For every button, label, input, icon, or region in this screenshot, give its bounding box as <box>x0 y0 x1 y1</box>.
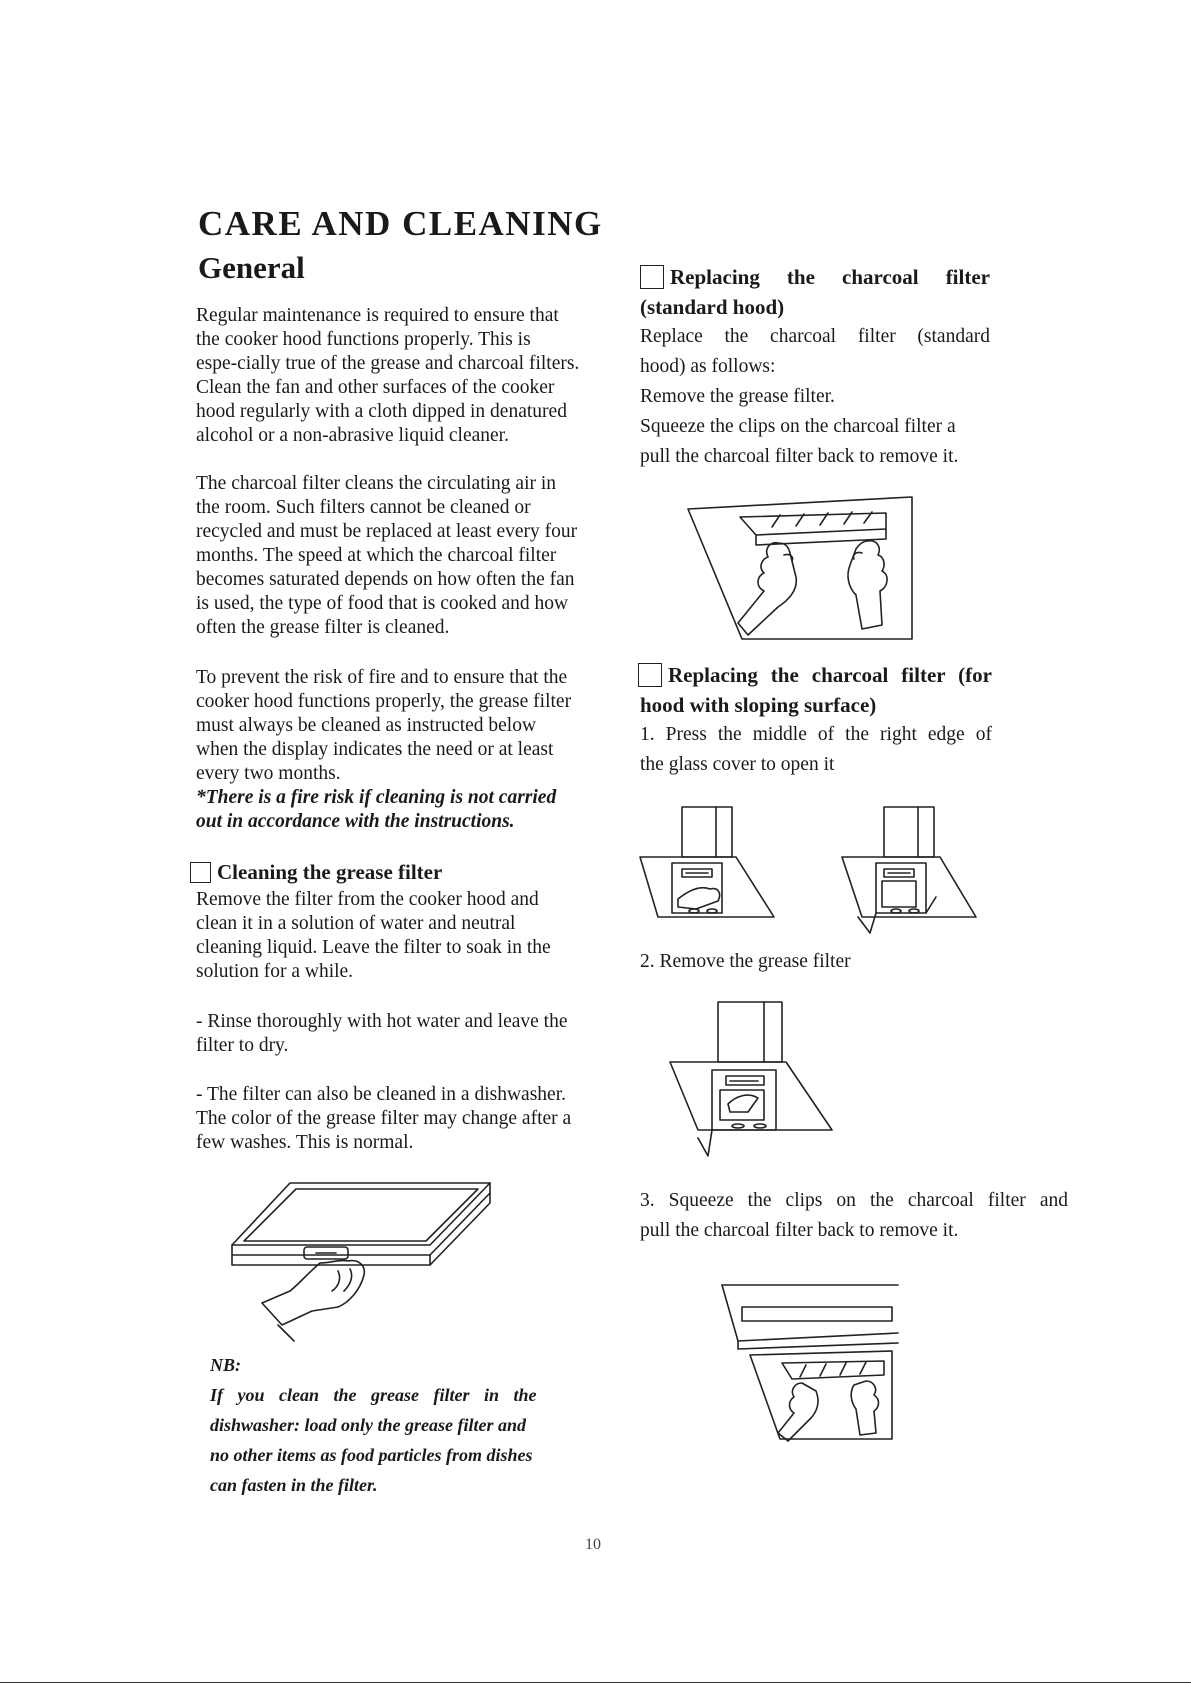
fire-warning: *There is a fire risk if cleaning is not carried <box>196 787 557 808</box>
page-number: 10 <box>585 1536 601 1553</box>
general-paragraph-1: Regular maintenance is required to ensure that the cooker hood functions properly. This is espe-cially true of the grease and charcoal filters. Clean the fan and other surfaces of the cooker hood regularly with a cloth dipped in denatured alcohol or a non-abrasive liquid cleaner. <box>196 305 580 446</box>
sloping-step-3: 3. Squeeze the clips on the charcoal filter and pull the charcoal filter back to remove it. <box>640 1190 1068 1241</box>
checkbox-icon <box>190 862 211 883</box>
grease-filter-paragraph-3: - The filter can also be cleaned in a dishwasher. The color of the grease filter may change after a few washes. This is normal. <box>196 1084 572 1153</box>
charcoal-sloping-heading: Replacing the charcoal filter (for <box>640 660 992 690</box>
grease-filter-paragraph-1: Remove the filter from the cooker hood and clean it in a solution of water and neutral cleaning liquid. Leave the filter to soak in the solution for a while. <box>196 889 551 982</box>
nb-label: NB: <box>210 1355 241 1375</box>
charcoal-filter-sloping-illustration <box>720 1283 910 1443</box>
checkbox-icon <box>638 663 662 687</box>
grease-filter-paragraph-2: - Rinse thoroughly with hot water and leave the filter to dry. <box>196 1011 568 1056</box>
section-title-general: General <box>198 250 305 285</box>
sloping-hood-remove-filter-illustration <box>668 1000 838 1160</box>
charcoal-filter-standard-illustration <box>686 495 916 645</box>
sloping-hood-open-illustration <box>840 805 980 935</box>
charcoal-sloping-section: Replacing the charcoal filter (for hood with sloping surface) 1. Press the middle of the right edge of the glass cover to open it <box>640 660 992 780</box>
charcoal-standard-heading: Replacing the charcoal filter <box>640 262 990 292</box>
grease-filter-heading: Cleaning the grease filter <box>190 858 442 886</box>
nb-note: NB: If you clean the grease filter in the dishwasher: load only the grease filter and no other items as food particles from dishes can fasten in the filter. <box>210 1350 570 1500</box>
checkbox-icon <box>640 265 664 289</box>
grease-filter-illustration <box>220 1175 500 1335</box>
general-paragraph-2: The charcoal filter cleans the circulating air in the room. Such filters cannot be cleaned or recycled and must be replaced at least every four months. The speed at which the charcoal filter becomes saturated depends on how often the fan is used, the type of food that is cooked and how often the grease filter is cleaned. <box>196 473 578 638</box>
sloping-hood-press-illustration <box>638 805 778 925</box>
sloping-step-2: 2. Remove the grease filter <box>640 951 851 972</box>
charcoal-standard-section: Replacing the charcoal filter (standard hood) Replace the charcoal filter (standard hood) as follows: Remove the grease filter. Squeeze the clips on the charcoal filter a pull the charcoal filter back to remove it. <box>640 262 990 472</box>
page-title: CARE AND CLEANING <box>198 204 603 243</box>
general-paragraph-3: To prevent the risk of fire and to ensure that the cooker hood functions properly, the grease filter must always be cleaned as instructed below when the display indicates the need or at least every two months. *There is a fire risk if cleaning is not carried out in accordance with the instructions. <box>196 666 616 834</box>
page-bottom-rule <box>0 1682 1191 1683</box>
